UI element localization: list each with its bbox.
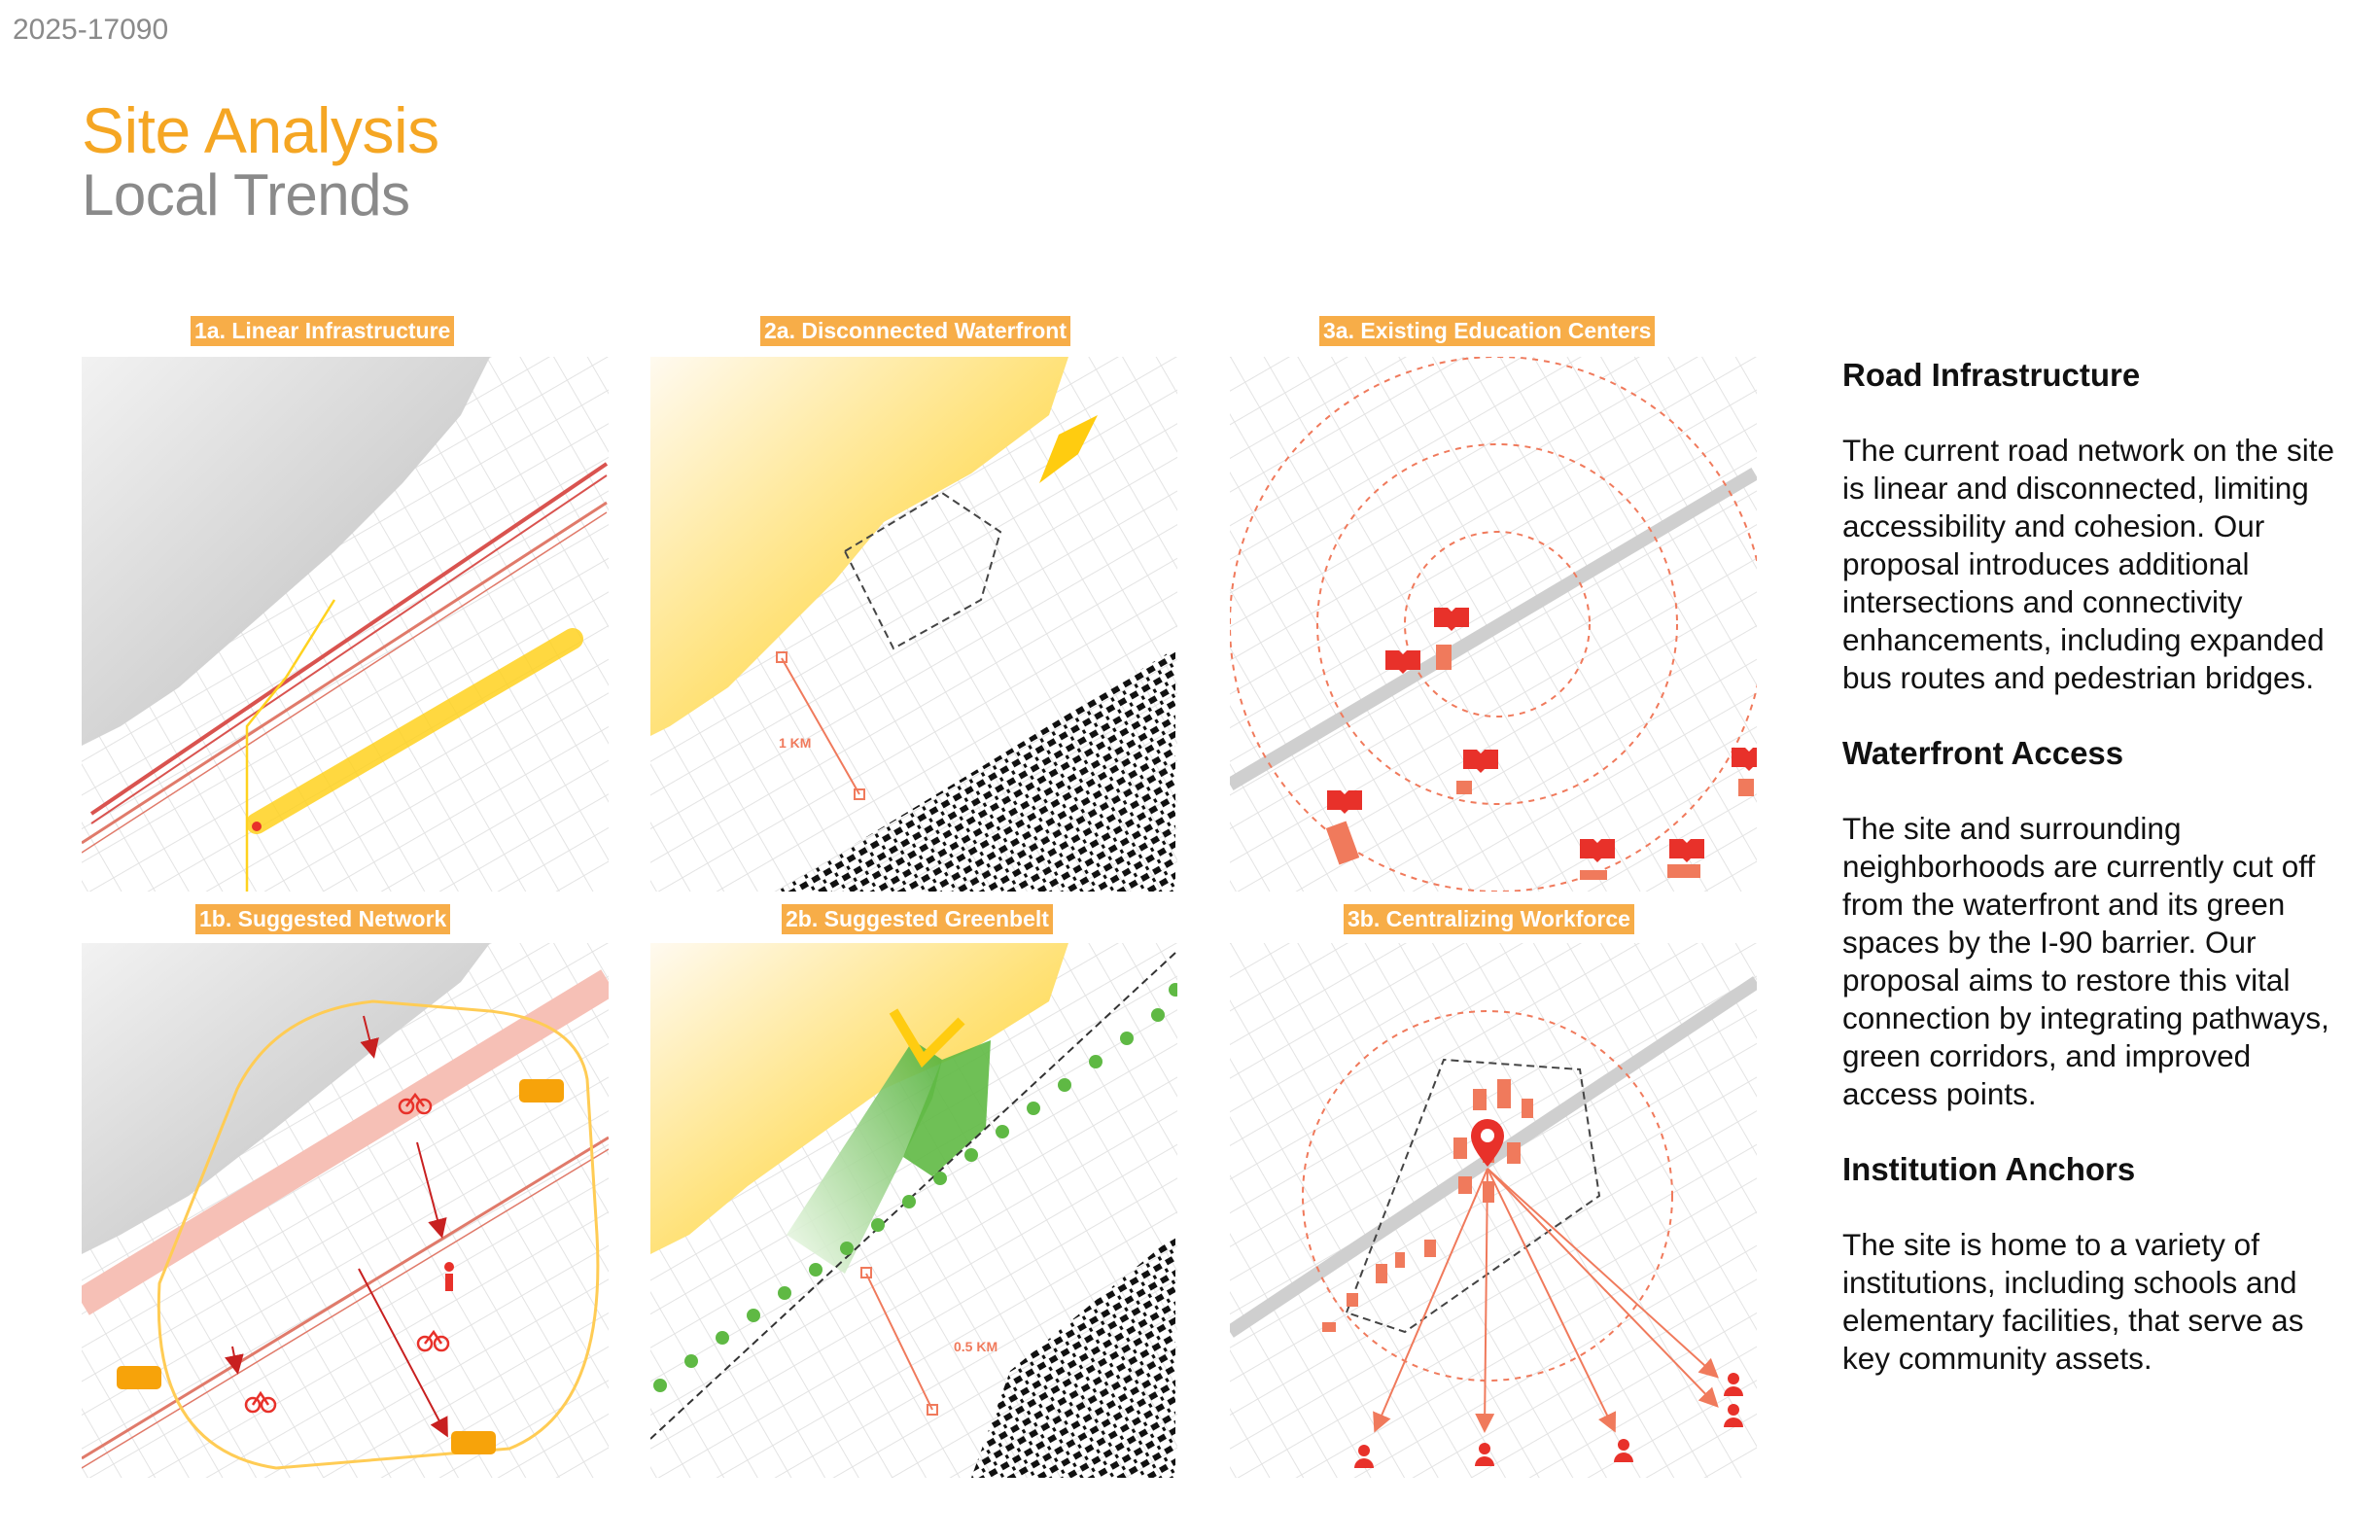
map-education-centers xyxy=(1230,357,1757,892)
panel-label-2b: 2b. Suggested Greenbelt xyxy=(782,904,1053,934)
distance-label-05km: 0.5 KM xyxy=(954,1339,998,1354)
section-heading-waterfront-access: Waterfront Access xyxy=(1842,735,2124,771)
section-heading-road-infrastructure: Road Infrastructure xyxy=(1842,357,2141,393)
map-disconnected-waterfront xyxy=(650,357,1177,892)
map-suggested-network xyxy=(82,943,609,1478)
panel-label-3b: 3b. Centralizing Workforce xyxy=(1344,904,1634,934)
map-centralizing-workforce xyxy=(1230,943,1757,1478)
panel-label-1b: 1b. Suggested Network xyxy=(195,904,450,934)
person-icon xyxy=(444,1262,454,1291)
text-column xyxy=(1842,356,2348,1415)
section-heading-institution-anchors: Institution Anchors xyxy=(1842,1151,2136,1187)
map-suggested-greenbelt xyxy=(650,943,1177,1478)
page-subtitle: Local Trends xyxy=(82,162,410,228)
section-body-waterfront-access: The site and surrounding neighborhoods are currently cut off from the waterfront and its green spaces by the I-90 barrier. Our proposal aims to restore this vital connection by integrating pathways, green corridors, and improved access points. xyxy=(1842,811,2329,1111)
section-body-institution-anchors: The site is home to a variety of institutions, including schools and elementary facilities, that serve as key community assets. xyxy=(1842,1227,2304,1376)
section-body-road-infrastructure: The current road network on the site is linear and disconnected, limiting accessibility and cohesion. Our proposal introduces additional intersections and connectivity enhancements, including expanded bus routes and pedestrian bridges. xyxy=(1842,433,2335,695)
map-linear-infrastructure xyxy=(82,357,609,892)
panel-label-2a: 2a. Disconnected Waterfront xyxy=(760,316,1070,346)
panel-label-3a: 3a. Existing Education Centers xyxy=(1319,316,1655,346)
document-id: 2025-17090 xyxy=(13,14,169,46)
page-title: Site Analysis xyxy=(82,94,439,166)
panel-label-1a: 1a. Linear Infrastructure xyxy=(191,316,454,346)
site-dot-icon xyxy=(252,822,262,831)
distance-label-1km: 1 KM xyxy=(779,735,812,751)
